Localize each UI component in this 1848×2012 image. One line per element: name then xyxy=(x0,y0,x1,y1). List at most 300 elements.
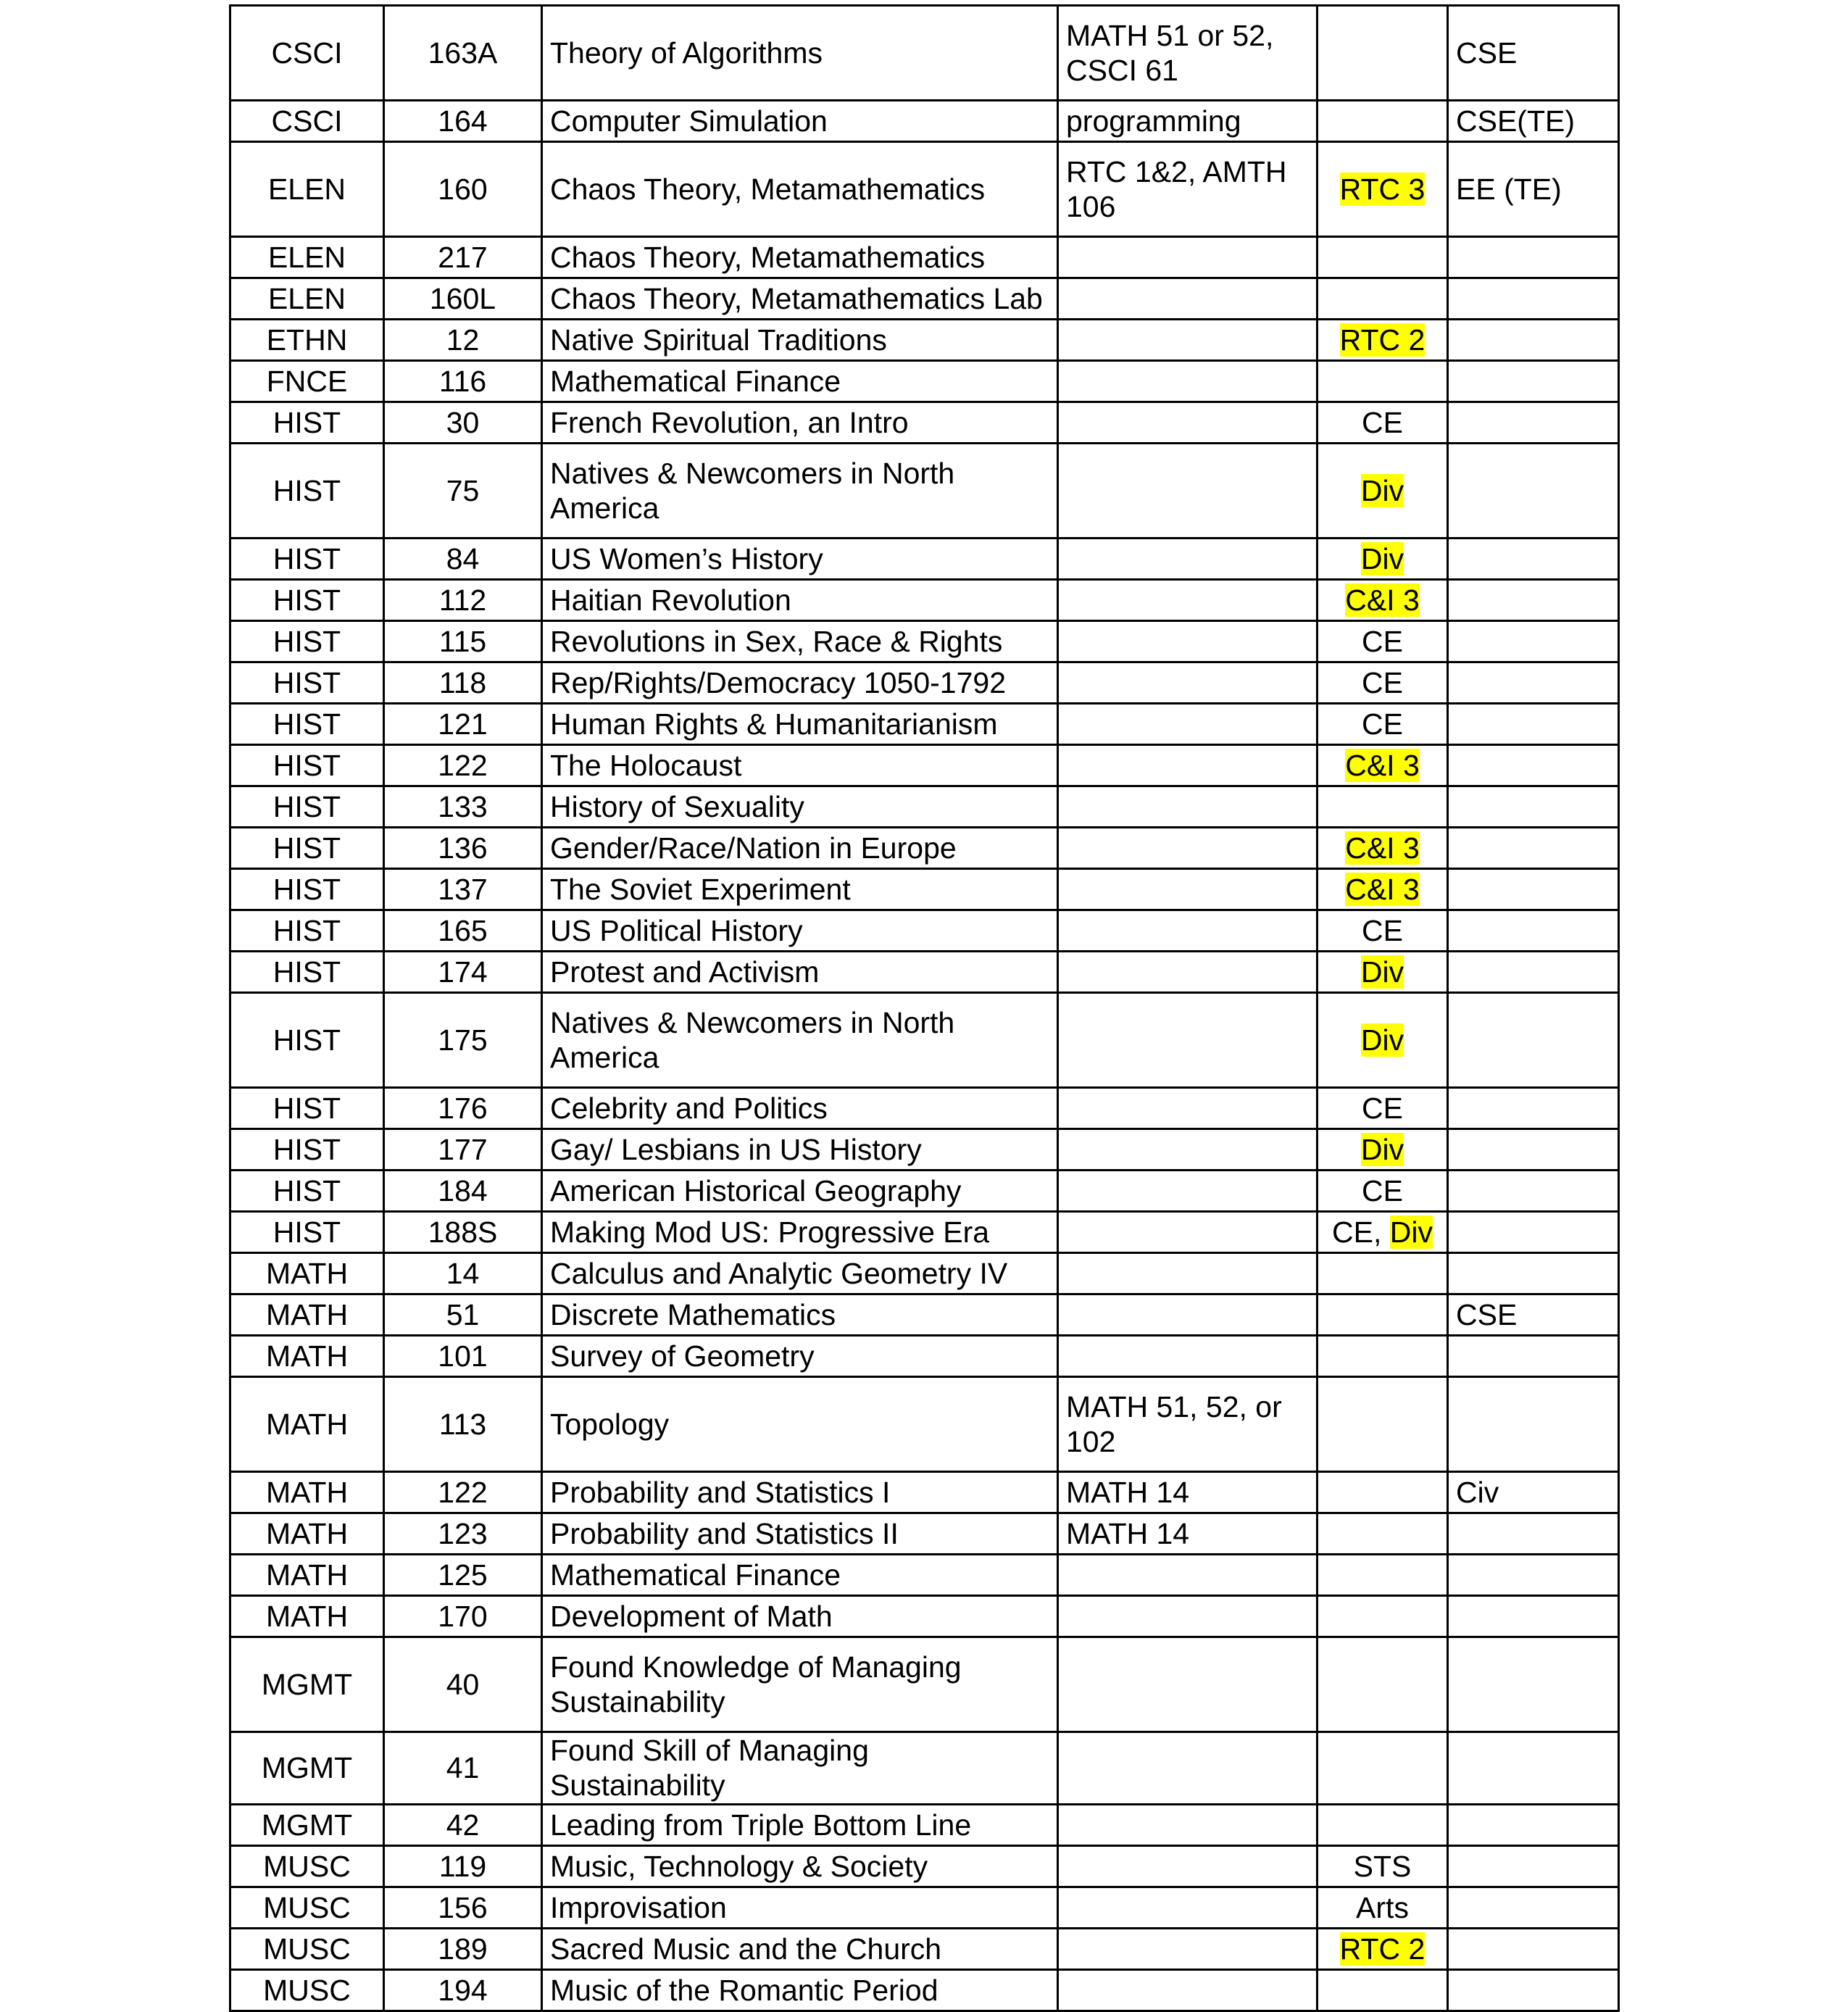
cell-core-designation xyxy=(1318,237,1448,278)
cell-course-title: Protest and Activism xyxy=(542,952,1058,993)
cell-course-number: 51 xyxy=(384,1294,542,1336)
cell-department: HIST xyxy=(230,910,384,952)
cell-department: MATH xyxy=(230,1253,384,1294)
cell-course-number: 121 xyxy=(384,704,542,745)
cell-course-title: Chaos Theory, Metamathematics Lab xyxy=(542,278,1058,320)
table-row xyxy=(230,1596,1619,1637)
cell-course-title: Probability and Statistics I xyxy=(542,1472,1058,1513)
table-row xyxy=(230,278,1619,320)
core-highlighted-text: RTC 2 xyxy=(1339,323,1425,357)
cell-core-designation xyxy=(1318,1088,1448,1129)
cell-major-requirement xyxy=(1448,1253,1619,1294)
cell-course-title: Revolutions in Sex, Race & Rights xyxy=(542,621,1058,662)
cell-core-designation xyxy=(1318,828,1448,869)
cell-core-designation xyxy=(1318,1377,1448,1472)
cell-prerequisites xyxy=(1058,580,1318,621)
cell-course-number: 41 xyxy=(384,1732,542,1805)
cell-course-number: 112 xyxy=(384,580,542,621)
cell-course-number: 123 xyxy=(384,1513,542,1555)
cell-major-requirement xyxy=(1448,1212,1619,1253)
cell-prerequisites xyxy=(1058,1555,1318,1596)
table-row xyxy=(230,1336,1619,1377)
cell-major-requirement xyxy=(1448,1336,1619,1377)
cell-course-title: Improvisation xyxy=(542,1887,1058,1928)
core-highlighted-text: RTC 3 xyxy=(1339,172,1425,206)
cell-department: MATH xyxy=(230,1513,384,1555)
cell-course-number: 189 xyxy=(384,1928,542,1969)
cell-course-number: 113 xyxy=(384,1377,542,1472)
cell-department: FNCE xyxy=(230,361,384,402)
table-row xyxy=(230,1928,1619,1969)
cell-core-designation xyxy=(1318,278,1448,320)
cell-core-designation xyxy=(1318,1129,1448,1171)
cell-course-title: The Soviet Experiment xyxy=(542,869,1058,910)
cell-department: HIST xyxy=(230,1088,384,1129)
cell-core-designation xyxy=(1318,1294,1448,1336)
cell-core-designation xyxy=(1318,1637,1448,1732)
table-row xyxy=(230,952,1619,993)
core-highlighted-text: Div xyxy=(1389,1215,1433,1249)
cell-department: HIST xyxy=(230,1212,384,1253)
cell-major-requirement xyxy=(1448,1513,1619,1555)
cell-core-designation xyxy=(1318,869,1448,910)
table-row xyxy=(230,1377,1619,1472)
cell-core-designation xyxy=(1318,910,1448,952)
cell-major-requirement: CSE xyxy=(1448,6,1619,101)
cell-department: HIST xyxy=(230,444,384,539)
cell-major-requirement xyxy=(1448,1637,1619,1732)
table-row xyxy=(230,1513,1619,1555)
cell-department: ELEN xyxy=(230,278,384,320)
cell-major-requirement xyxy=(1448,952,1619,993)
table-row xyxy=(230,361,1619,402)
table-row xyxy=(230,539,1619,580)
table-row xyxy=(230,142,1619,237)
core-highlighted-text: Div xyxy=(1360,1023,1404,1057)
cell-course-number: 133 xyxy=(384,786,542,828)
cell-core-designation xyxy=(1318,1336,1448,1377)
table-row xyxy=(230,1472,1619,1513)
table-row xyxy=(230,993,1619,1088)
cell-course-number: 12 xyxy=(384,320,542,361)
cell-course-number: 42 xyxy=(384,1804,542,1845)
cell-prerequisites xyxy=(1058,1969,1318,2011)
cell-prerequisites xyxy=(1058,1171,1318,1212)
cell-course-title: Leading from Triple Bottom Line xyxy=(542,1804,1058,1845)
cell-department: MGMT xyxy=(230,1732,384,1805)
cell-course-title: Natives & Newcomers in North America xyxy=(542,993,1058,1088)
cell-major-requirement xyxy=(1448,993,1619,1088)
cell-core-designation xyxy=(1318,1928,1448,1969)
cell-core-designation xyxy=(1318,1804,1448,1845)
cell-prerequisites xyxy=(1058,704,1318,745)
cell-core-designation xyxy=(1318,1171,1448,1212)
cell-course-number: 188S xyxy=(384,1212,542,1253)
cell-course-number: 160L xyxy=(384,278,542,320)
table-row xyxy=(230,662,1619,704)
cell-core-designation xyxy=(1318,1472,1448,1513)
cell-department: MATH xyxy=(230,1294,384,1336)
cell-department: CSCI xyxy=(230,101,384,142)
table-row xyxy=(230,6,1619,101)
cell-prerequisites xyxy=(1058,662,1318,704)
cell-department: MUSC xyxy=(230,1969,384,2011)
cell-prerequisites xyxy=(1058,993,1318,1088)
cell-major-requirement xyxy=(1448,662,1619,704)
cell-core-designation xyxy=(1318,1969,1448,2011)
table-row xyxy=(230,1555,1619,1596)
cell-prerequisites xyxy=(1058,1596,1318,1637)
cell-major-requirement xyxy=(1448,1171,1619,1212)
cell-course-title: History of Sexuality xyxy=(542,786,1058,828)
table-row xyxy=(230,1253,1619,1294)
cell-course-title: Theory of Algorithms xyxy=(542,6,1058,101)
core-highlighted-text: Div xyxy=(1360,541,1404,575)
cell-department: MATH xyxy=(230,1596,384,1637)
cell-core-designation xyxy=(1318,1596,1448,1637)
cell-major-requirement xyxy=(1448,237,1619,278)
core-highlighted-text: C&I 3 xyxy=(1345,831,1420,865)
table-row xyxy=(230,237,1619,278)
cell-prerequisites: RTC 1&2, AMTH 106 xyxy=(1058,142,1318,237)
cell-course-title: Music of the Romantic Period xyxy=(542,1969,1058,2011)
cell-prerequisites xyxy=(1058,869,1318,910)
cell-prerequisites xyxy=(1058,828,1318,869)
cell-department: HIST xyxy=(230,1171,384,1212)
cell-course-title: Mathematical Finance xyxy=(542,361,1058,402)
core-plain-text: CE, xyxy=(1332,1215,1390,1249)
cell-major-requirement xyxy=(1448,1845,1619,1887)
core-plain-text: CE xyxy=(1362,665,1403,699)
cell-course-title: Chaos Theory, Metamathematics xyxy=(542,142,1058,237)
cell-department: MATH xyxy=(230,1336,384,1377)
cell-course-number: 119 xyxy=(384,1845,542,1887)
cell-prerequisites xyxy=(1058,402,1318,444)
cell-department: HIST xyxy=(230,828,384,869)
cell-course-number: 175 xyxy=(384,993,542,1088)
cell-prerequisites xyxy=(1058,1928,1318,1969)
cell-course-number: 184 xyxy=(384,1171,542,1212)
cell-major-requirement xyxy=(1448,910,1619,952)
cell-major-requirement xyxy=(1448,745,1619,786)
cell-prerequisites xyxy=(1058,1336,1318,1377)
cell-major-requirement xyxy=(1448,1928,1619,1969)
cell-department: HIST xyxy=(230,621,384,662)
cell-major-requirement xyxy=(1448,621,1619,662)
cell-department: MGMT xyxy=(230,1637,384,1732)
cell-major-requirement xyxy=(1448,444,1619,539)
table-row xyxy=(230,101,1619,142)
cell-course-title: Natives & Newcomers in North America xyxy=(542,444,1058,539)
cell-core-designation xyxy=(1318,1513,1448,1555)
cell-major-requirement xyxy=(1448,786,1619,828)
table-row xyxy=(230,1129,1619,1171)
cell-course-title: Development of Math xyxy=(542,1596,1058,1637)
cell-course-title: The Holocaust xyxy=(542,745,1058,786)
core-plain-text: CE xyxy=(1362,405,1403,439)
cell-major-requirement xyxy=(1448,539,1619,580)
cell-course-number: 101 xyxy=(384,1336,542,1377)
cell-course-number: 217 xyxy=(384,237,542,278)
cell-core-designation xyxy=(1318,952,1448,993)
cell-department: HIST xyxy=(230,704,384,745)
cell-prerequisites xyxy=(1058,1887,1318,1928)
table-row xyxy=(230,1637,1619,1732)
cell-course-title: Rep/Rights/Democracy 1050-1792 xyxy=(542,662,1058,704)
table-row xyxy=(230,320,1619,361)
cell-course-number: 164 xyxy=(384,101,542,142)
cell-course-title: Found Skill of Managing Sustainability xyxy=(542,1732,1058,1805)
cell-course-title: French Revolution, an Intro xyxy=(542,402,1058,444)
cell-department: ELEN xyxy=(230,237,384,278)
cell-prerequisites xyxy=(1058,1088,1318,1129)
cell-course-number: 174 xyxy=(384,952,542,993)
cell-course-number: 14 xyxy=(384,1253,542,1294)
cell-course-number: 75 xyxy=(384,444,542,539)
core-plain-text: CE xyxy=(1362,624,1403,658)
cell-course-title: Gender/Race/Nation in Europe xyxy=(542,828,1058,869)
cell-department: ETHN xyxy=(230,320,384,361)
table-row xyxy=(230,402,1619,444)
table-row xyxy=(230,704,1619,745)
table-row xyxy=(230,869,1619,910)
cell-course-number: 170 xyxy=(384,1596,542,1637)
cell-department: HIST xyxy=(230,1129,384,1171)
cell-major-requirement xyxy=(1448,1969,1619,2011)
cell-prerequisites xyxy=(1058,952,1318,993)
cell-core-designation xyxy=(1318,1212,1448,1253)
cell-major-requirement xyxy=(1448,320,1619,361)
cell-department: HIST xyxy=(230,869,384,910)
core-highlighted-text: Div xyxy=(1360,473,1404,507)
cell-prerequisites xyxy=(1058,1804,1318,1845)
table-row xyxy=(230,1845,1619,1887)
cell-course-title: Native Spiritual Traditions xyxy=(542,320,1058,361)
cell-prerequisites xyxy=(1058,1129,1318,1171)
cell-major-requirement xyxy=(1448,869,1619,910)
cell-course-title: Making Mod US: Progressive Era xyxy=(542,1212,1058,1253)
table-row xyxy=(230,828,1619,869)
cell-major-requirement xyxy=(1448,1732,1619,1805)
cell-course-title: Human Rights & Humanitarianism xyxy=(542,704,1058,745)
cell-prerequisites xyxy=(1058,786,1318,828)
table-row xyxy=(230,1887,1619,1928)
cell-course-number: 125 xyxy=(384,1555,542,1596)
cell-core-designation xyxy=(1318,6,1448,101)
cell-course-title: Celebrity and Politics xyxy=(542,1088,1058,1129)
cell-prerequisites xyxy=(1058,320,1318,361)
cell-department: HIST xyxy=(230,745,384,786)
cell-course-number: 156 xyxy=(384,1887,542,1928)
cell-prerequisites: MATH 14 xyxy=(1058,1472,1318,1513)
cell-department: MATH xyxy=(230,1472,384,1513)
cell-department: HIST xyxy=(230,539,384,580)
core-highlighted-text: RTC 2 xyxy=(1339,1932,1425,1966)
cell-department: MUSC xyxy=(230,1887,384,1928)
cell-course-title: Sacred Music and the Church xyxy=(542,1928,1058,1969)
cell-core-designation xyxy=(1318,320,1448,361)
cell-major-requirement xyxy=(1448,1887,1619,1928)
core-highlighted-text: C&I 3 xyxy=(1345,872,1420,906)
cell-core-designation xyxy=(1318,1253,1448,1294)
cell-course-number: 160 xyxy=(384,142,542,237)
cell-course-number: 194 xyxy=(384,1969,542,2011)
cell-course-title: Found Knowledge of Managing Sustainability xyxy=(542,1637,1058,1732)
cell-core-designation xyxy=(1318,539,1448,580)
cell-course-number: 115 xyxy=(384,621,542,662)
cell-prerequisites xyxy=(1058,278,1318,320)
cell-department: HIST xyxy=(230,952,384,993)
table-row xyxy=(230,1804,1619,1845)
table-row xyxy=(230,1732,1619,1805)
core-plain-text: CE xyxy=(1362,913,1403,947)
cell-prerequisites xyxy=(1058,1253,1318,1294)
cell-course-title: Chaos Theory, Metamathematics xyxy=(542,237,1058,278)
core-plain-text: CE xyxy=(1362,1091,1403,1125)
table-row xyxy=(230,580,1619,621)
cell-course-number: 84 xyxy=(384,539,542,580)
cell-department: MUSC xyxy=(230,1928,384,1969)
table-row xyxy=(230,444,1619,539)
core-highlighted-text: Div xyxy=(1360,1132,1404,1166)
cell-prerequisites xyxy=(1058,1637,1318,1732)
table-row xyxy=(230,1212,1619,1253)
cell-course-title: Mathematical Finance xyxy=(542,1555,1058,1596)
core-plain-text: CE xyxy=(1362,707,1403,741)
table-row xyxy=(230,745,1619,786)
cell-course-title: Music, Technology & Society xyxy=(542,1845,1058,1887)
cell-prerequisites xyxy=(1058,621,1318,662)
table-row xyxy=(230,1969,1619,2011)
cell-course-number: 163A xyxy=(384,6,542,101)
cell-major-requirement xyxy=(1448,1555,1619,1596)
cell-core-designation xyxy=(1318,580,1448,621)
cell-course-title: Computer Simulation xyxy=(542,101,1058,142)
course-requirements-table xyxy=(229,4,1620,2012)
cell-department: MUSC xyxy=(230,1845,384,1887)
cell-course-title: Probability and Statistics II xyxy=(542,1513,1058,1555)
cell-prerequisites xyxy=(1058,1212,1318,1253)
cell-department: HIST xyxy=(230,402,384,444)
cell-course-number: 118 xyxy=(384,662,542,704)
cell-course-number: 30 xyxy=(384,402,542,444)
cell-core-designation xyxy=(1318,142,1448,237)
table-row xyxy=(230,1294,1619,1336)
cell-prerequisites: programming xyxy=(1058,101,1318,142)
cell-core-designation xyxy=(1318,1845,1448,1887)
cell-department: ELEN xyxy=(230,142,384,237)
cell-major-requirement xyxy=(1448,278,1619,320)
cell-major-requirement: CSE(TE) xyxy=(1448,101,1619,142)
cell-department: HIST xyxy=(230,580,384,621)
cell-core-designation xyxy=(1318,993,1448,1088)
cell-core-designation xyxy=(1318,1887,1448,1928)
cell-major-requirement: Civ xyxy=(1448,1472,1619,1513)
table-row xyxy=(230,1171,1619,1212)
cell-course-number: 176 xyxy=(384,1088,542,1129)
cell-department: MATH xyxy=(230,1555,384,1596)
table-row xyxy=(230,786,1619,828)
table-row xyxy=(230,1088,1619,1129)
cell-major-requirement xyxy=(1448,402,1619,444)
cell-course-number: 116 xyxy=(384,361,542,402)
cell-course-title: Survey of Geometry xyxy=(542,1336,1058,1377)
cell-prerequisites xyxy=(1058,539,1318,580)
cell-course-title: American Historical Geography xyxy=(542,1171,1058,1212)
cell-course-title: Gay/ Lesbians in US History xyxy=(542,1129,1058,1171)
cell-core-designation xyxy=(1318,745,1448,786)
cell-course-number: 122 xyxy=(384,745,542,786)
cell-course-number: 137 xyxy=(384,869,542,910)
cell-core-designation xyxy=(1318,402,1448,444)
cell-prerequisites xyxy=(1058,1845,1318,1887)
core-plain-text: STS xyxy=(1353,1849,1412,1883)
cell-course-number: 165 xyxy=(384,910,542,952)
cell-department: HIST xyxy=(230,993,384,1088)
cell-course-title: Topology xyxy=(542,1377,1058,1472)
cell-core-designation xyxy=(1318,621,1448,662)
cell-major-requirement xyxy=(1448,828,1619,869)
cell-major-requirement xyxy=(1448,361,1619,402)
cell-course-title: Calculus and Analytic Geometry IV xyxy=(542,1253,1058,1294)
cell-prerequisites xyxy=(1058,1294,1318,1336)
cell-course-title: US Political History xyxy=(542,910,1058,952)
cell-core-designation xyxy=(1318,101,1448,142)
cell-core-designation xyxy=(1318,444,1448,539)
cell-major-requirement: CSE xyxy=(1448,1294,1619,1336)
cell-major-requirement xyxy=(1448,1088,1619,1129)
cell-department: MGMT xyxy=(230,1804,384,1845)
cell-course-number: 136 xyxy=(384,828,542,869)
cell-department: HIST xyxy=(230,662,384,704)
cell-course-title: Discrete Mathematics xyxy=(542,1294,1058,1336)
cell-core-designation xyxy=(1318,704,1448,745)
cell-core-designation xyxy=(1318,786,1448,828)
cell-course-title: US Women’s History xyxy=(542,539,1058,580)
cell-prerequisites xyxy=(1058,910,1318,952)
cell-prerequisites: MATH 51, 52, or 102 xyxy=(1058,1377,1318,1472)
core-highlighted-text: Div xyxy=(1360,955,1404,989)
cell-department: CSCI xyxy=(230,6,384,101)
cell-prerequisites xyxy=(1058,444,1318,539)
cell-major-requirement xyxy=(1448,1596,1619,1637)
cell-major-requirement: EE (TE) xyxy=(1448,142,1619,237)
cell-prerequisites: MATH 51 or 52, CSCI 61 xyxy=(1058,6,1318,101)
cell-prerequisites xyxy=(1058,1732,1318,1805)
core-highlighted-text: C&I 3 xyxy=(1345,748,1420,782)
cell-course-number: 40 xyxy=(384,1637,542,1732)
core-plain-text: Arts xyxy=(1356,1890,1409,1924)
cell-course-number: 177 xyxy=(384,1129,542,1171)
cell-major-requirement xyxy=(1448,580,1619,621)
cell-prerequisites: MATH 14 xyxy=(1058,1513,1318,1555)
cell-prerequisites xyxy=(1058,237,1318,278)
cell-major-requirement xyxy=(1448,1377,1619,1472)
cell-prerequisites xyxy=(1058,361,1318,402)
core-highlighted-text: C&I 3 xyxy=(1345,583,1420,617)
cell-major-requirement xyxy=(1448,1804,1619,1845)
core-plain-text: CE xyxy=(1362,1173,1403,1207)
cell-course-number: 122 xyxy=(384,1472,542,1513)
cell-department: HIST xyxy=(230,786,384,828)
table-row xyxy=(230,621,1619,662)
cell-course-title: Haitian Revolution xyxy=(542,580,1058,621)
cell-major-requirement xyxy=(1448,704,1619,745)
cell-department: MATH xyxy=(230,1377,384,1472)
cell-major-requirement xyxy=(1448,1129,1619,1171)
cell-core-designation xyxy=(1318,662,1448,704)
cell-core-designation xyxy=(1318,1555,1448,1596)
